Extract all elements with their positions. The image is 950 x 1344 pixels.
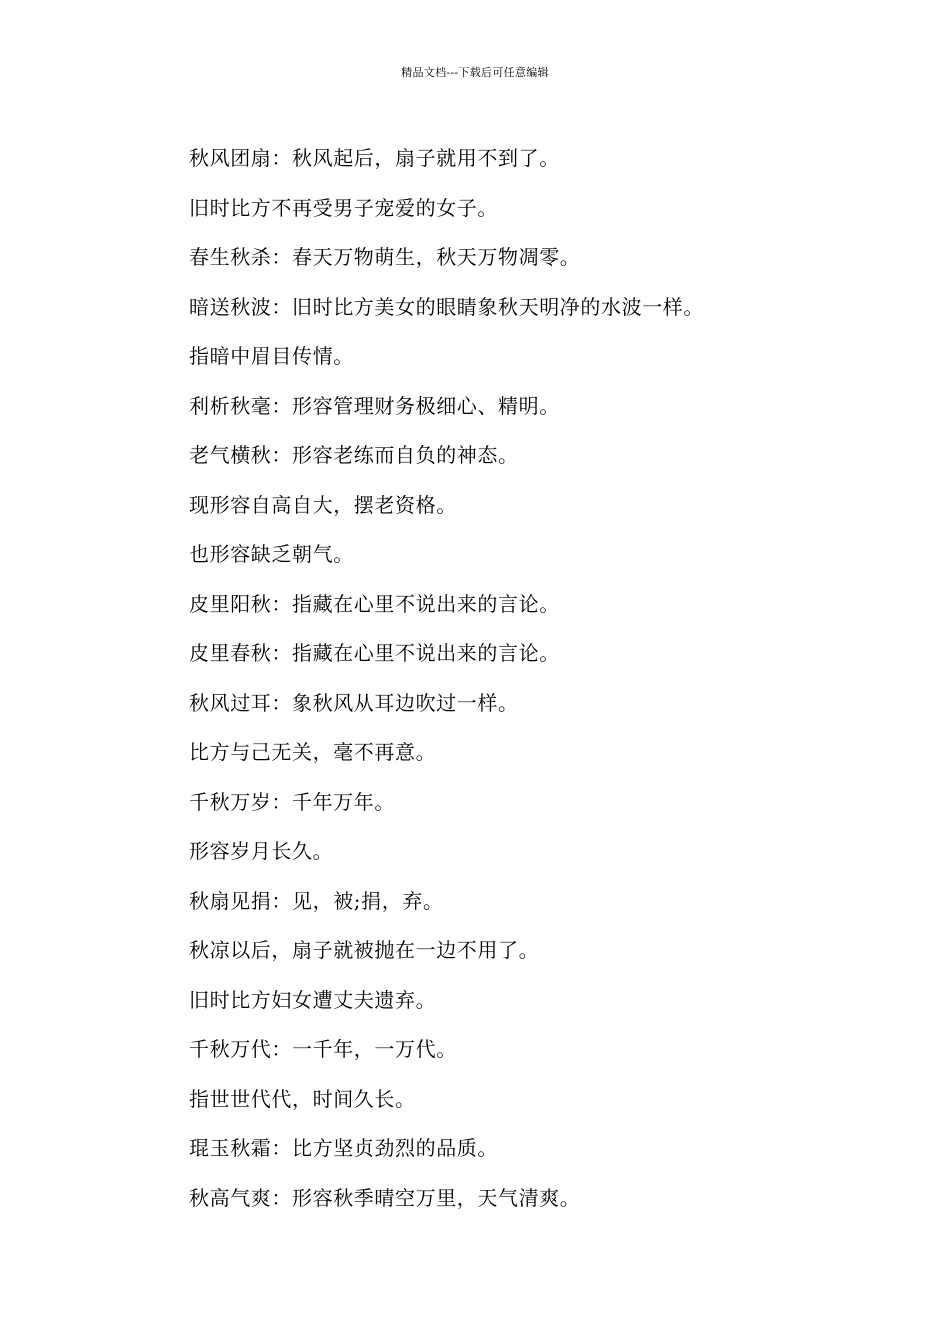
text-line: 也形容缺乏朝气。 [189, 542, 354, 566]
text-line: 形容岁月长久。 [189, 839, 334, 863]
text-line: 千秋万岁：千年万年。 [189, 789, 395, 814]
text-line: 秋风团扇：秋风起后，扇子就用不到了。 [189, 146, 560, 170]
page-header: 精品文档---下载后可任意编辑 [401, 66, 549, 79]
document-body [189, 134, 889, 1223]
text-line: 秋高气爽：形容秋季晴空万里，天气清爽。 [189, 1185, 581, 1210]
text-line: 暗送秋波：旧时比方美女的眼睛象秋天明净的水波一样。 [189, 294, 704, 319]
text-line: 春生秋杀：春天万物萌生，秋天万物凋零。 [189, 245, 581, 269]
text-line: 现形容自高自大，摆老资格。 [189, 492, 457, 517]
text-line: 比方与己无关，毫不再意。 [189, 740, 437, 764]
text-line: 老气横秋：形容老练而自负的神态。 [189, 443, 519, 467]
text-line: 秋凉以后，扇子就被抛在一边不用了。 [189, 938, 540, 962]
text-line: 旧时比方不再受男子宠爱的女子。 [189, 195, 498, 220]
text-line: 皮里阳秋：指藏在心里不说出来的言论。 [189, 591, 560, 616]
text-line: 琨玉秋霜：比方坚贞劲烈的品质。 [189, 1136, 498, 1160]
text-line: 皮里春秋：指藏在心里不说出来的言论。 [189, 641, 560, 665]
text-line: 指暗中眉目传情。 [189, 344, 354, 368]
text-line: 利析秋毫：形容管理财务极细心、精明。 [189, 393, 560, 418]
text-line: 旧时比方妇女遭丈夫遗弃。 [189, 987, 437, 1012]
text-line: 指世世代代，时间久长。 [189, 1086, 416, 1111]
text-line: 千秋万代：一千年，一万代。 [189, 1037, 457, 1061]
text-line: 秋扇见捐：见，被;捐，弃。 [189, 888, 444, 913]
text-line: 秋风过耳：象秋风从耳边吹过一样。 [189, 690, 519, 715]
